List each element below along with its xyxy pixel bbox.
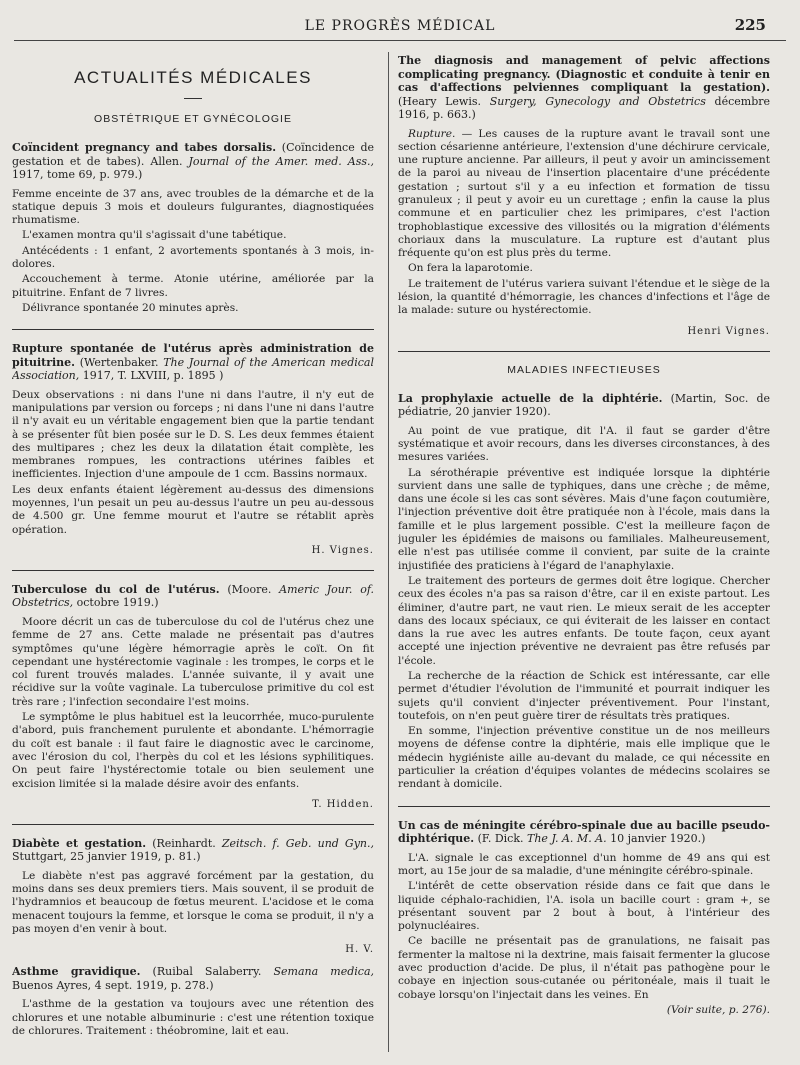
- article-ref: 10 janvier 1920.): [610, 832, 706, 846]
- article-title: Un cas de méningite cérébro-spinale due au bacille pseudo-diphtérique.: [398, 818, 770, 846]
- article-meningite-pseudo-diphterique: [398, 819, 770, 1018]
- paragraph: Antécédents : 1 enfant, 2 avortements spontanés à 3 mois, in-dolores.: [12, 244, 374, 270]
- article-journal: Semana medica,: [273, 965, 374, 979]
- article-source: (Wertenbaker.: [79, 355, 159, 369]
- article-title: Coïncident pregnancy and tabes dorsalis.: [12, 141, 277, 154]
- article-heading: [12, 342, 374, 383]
- article-tuberculose-col: [12, 583, 374, 810]
- article-separator: [12, 329, 374, 330]
- article-journal: The Journal of the American medical Association,: [12, 355, 374, 383]
- continued-note: [398, 1004, 770, 1017]
- article-journal: Journal of the Amer. med. Ass.,: [188, 154, 374, 168]
- article-title: Tuberculose du col de l'utérus.: [12, 582, 220, 596]
- article-separator: [398, 806, 770, 807]
- section-title: ACTUALITÉS MÉDICALES: [74, 68, 312, 87]
- paragraph: Délivrance spontanée 20 minutes après.: [22, 301, 239, 314]
- article-source: (Ruibal Salaberry.: [152, 965, 262, 979]
- article-source: (F. Dick.: [477, 832, 524, 846]
- article-signature: Henri Vignes.: [687, 325, 770, 337]
- article-ref: 1917, tome 69, p. 979.): [12, 168, 143, 181]
- article-title: The diagnosis and management of pelvic affections complicating pregnancy. (Diagnostic et conduite à tenir en cas d'affections pelviennes compliquant la gestation).: [398, 54, 770, 94]
- running-title: LE PROGRÈS MÉDICAL: [304, 18, 496, 34]
- article-coincident-pregnancy: [12, 141, 374, 315]
- left-column: [12, 54, 374, 1054]
- article-separator: [12, 824, 374, 825]
- paragraph: La sérothérapie préventive est indiquée lorsque la diphtérie survient dans une salle de typhiques, dans une crèche ; de même, dans une école si les cas sont sévères. Mais d'une façon coutumière, l'injection préventive doit être pratiquée non à l'école, mais dans la famille et le plus largement possible. C'est la meilleure façon de juguler les épidémies de maisons ou familiales. Malheureusement, elle n'est pas utilisée comme il convient, par suite de la crainte injustifiée des praticiens à l'égard de l'anaphylaxie.: [398, 466, 770, 572]
- header-rule: [14, 40, 786, 41]
- paragraph: Le traitement de l'utérus variera suivant l'étendue et le siège de la lésion, la quantité d'hémorragie, les chances d'infections et l'âge de la malade: suture ou hystérectomie.: [398, 277, 770, 317]
- article-heading: [398, 392, 770, 419]
- article-ref: octobre 1919.): [76, 596, 159, 610]
- article-heading: [398, 819, 770, 846]
- article-heading: [12, 141, 374, 182]
- article-ref: Buenos Ayres, 4 sept. 1919, p. 278.): [12, 978, 214, 992]
- paragraph: Ce bacille ne présentait pas de granulations, ne faisait pas fermenter la maltose ni la dextrine, mais faisait fermenter la glucose avec production d'acide. De plus, il n'était pas pathogène pour le cobaye en injection sous-cutanée ou péritonéale, mais il tuait le cobaye lorsqu'on l'injectait dans les veines. En: [398, 935, 770, 1001]
- page-number: 225: [734, 16, 766, 34]
- article-journal: Surgery, Gynecology and Obstetrics: [489, 94, 706, 108]
- paragraph: Moore décrit un cas de tuberculose du col de l'utérus chez une femme de 27 ans. Cette malade ne présentait pas d'autres symptômes qu'une légère hémorragie après le coït. On fit cependant une hystérectomie vaginale : les trompes, le corps et le col furent trouvés malades. L'année suivante, il y avait une récidive sur la voûte vaginale. La tuberculose primitive du col est très rare ; l'infection secondaire l'est moins.: [12, 615, 374, 708]
- article-signature: H. Vignes.: [311, 544, 374, 556]
- paragraph: [398, 128, 770, 261]
- article-rupture-pituitrine: [12, 342, 374, 556]
- paragraph: La recherche de la réaction de Schick est intéressante, car elle permet d'étudier l'évolution de l'immunité et pourrait indiquer les sujets qu'il convient d'injecter préventivement. Pour l'instant, toutefois, on n'en peut guère tirer de résultats très pratiques.: [398, 670, 770, 722]
- article-signature: T. Hidden.: [312, 798, 374, 810]
- article-title: La prophylaxie actuelle de la diphtérie.: [398, 391, 663, 405]
- continued-text: (Voir suite, p. 276).: [666, 1003, 770, 1016]
- title-rule: [184, 98, 202, 99]
- paragraph: Accouchement à terme. Atonie utérine, améliorée par la pituitrine. Enfant de 7 livres.: [12, 273, 374, 299]
- article-asthme-gravidique: [12, 965, 374, 1038]
- column-divider: [388, 52, 389, 1052]
- paragraph: Deux observations : ni dans l'une ni dans l'autre, il n'y eut de manipulations par version ou forceps ; ni dans l'une ni dans l'autre il n'y avait eu un véritable engagement bien que la partie tendant à se présenter fût bien posée sur le D. S. Les deux femmes étaient des multipares ; chez les deux la dilatation était complète, les membranes rompues, les contractions utérines faibles et inefficientes. Injection d'une ampoule de 1 ccm. Bassins normaux.: [12, 388, 374, 481]
- paragraph: L'asthme de la gestation va toujours avec une rétention des chlorures et une notable albuminurie : c'est une rétention toxique de chlorures. Traitement : théobromine, lait et eau.: [12, 998, 374, 1037]
- article-diabete-gestation: [12, 837, 374, 955]
- paragraph-text: — Les causes de la rupture avant le travail sont une section césarienne antérieure, l'extension d'une déchirure cervicale, une rupture ancienne. Par ailleurs, il peut y avoir un amincissement de la paroi au niveau de l'insertion placentaire d'une précédente gestation ; surtout s'il y a eu infection et formation de tissu granuleux ; il peut y avoir eu un curettage ; enfin la cause la plus commune et en particulier chez les primipares, c'est l'action trophoblastique excessive des villosités ou la migration d'éléments choriaux dans la musculature. La rupture est d'autant plus fréquente qu'on est plus près du terme.: [398, 127, 770, 260]
- article-title: Asthme gravidique.: [12, 965, 141, 979]
- paragraph: Femme enceinte de 37 ans, avec troubles de la démarche et de la statique depuis 3 mois et douleurs fulgurantes, diagnostiquées rhumatisme.: [12, 187, 374, 227]
- article-journal: The J. A. M. A.: [527, 832, 607, 846]
- article-heading: [12, 837, 374, 864]
- article-ref: Stuttgart, 25 janvier 1919, p. 81.): [12, 850, 201, 864]
- paragraph: En somme, l'injection préventive constitue un de nos meilleurs moyens de défense contre la diphtérie, mais elle implique que le médecin hygiéniste aille au-devant du malade, ce qui nécessite en particulier la création d'équipes volantes de médecins scolaires se rendant à domicile.: [398, 725, 770, 791]
- subsection-heading: MALADIES INFECTIEUSES: [507, 363, 661, 376]
- article-journal: Zeitsch. f. Geb. und Gyn.,: [221, 836, 374, 850]
- article-pelvic-affections: [398, 54, 770, 337]
- article-source: (Coïncidence de gestation et de tabes). Allen.: [12, 141, 374, 168]
- article-title: Rupture spontanée de l'utérus après administration de pituitrine.: [12, 342, 374, 369]
- paragraph: Les deux enfants étaient légèrement au-dessus des dimensions moyennes, l'un pesait un peu au-dessus l'autre un peu au-dessous de 4.500 gr. Une femme mourut et l'autre se rétablit après opération.: [12, 483, 374, 536]
- paragraph: Le diabète n'est pas aggravé forcément par la gestation, du moins dans ses deux premiers tiers. Mais souvent, il se produit de l'hydramnios et beaucoup de fœtus meurent. L'acidose et le coma menacent toujours la femme, et lorsque le coma se produit, il n'y a pas moyen d'en venir à bout.: [12, 869, 374, 935]
- article-ref: 1917, T. LXVIII, p. 1895 ): [82, 369, 224, 383]
- paragraph: Au point de vue pratique, dit l'A. il faut se garder d'être systématique et avoir recours, dans les diverses circonstances, à des mesures variées.: [398, 424, 770, 464]
- paragraph: L'examen montra qu'il s'agissait d'une tabétique.: [22, 229, 287, 242]
- article-ref: décembre 1916, p. 663.): [398, 94, 770, 121]
- article-heading: [398, 54, 770, 122]
- page-header: [0, 14, 800, 40]
- paragraph: On fera la laparotomie.: [408, 262, 533, 275]
- right-column: [398, 54, 770, 1054]
- paragraph: Le symptôme le plus habituel est la leucorrhée, muco-purulente d'abord, puis franchement purulente et abondante. L'hémorragie du coït est banale : il faut faire le diagnostic avec le carcinome, avec l'érosion du col, l'herpès du col et les lésions syphilitiques. On peut faire l'hystérectomie totale ou bien seulement une excision limitée si la malade désire avoir des enfants.: [12, 711, 374, 790]
- lead-word: Rupture.: [408, 127, 456, 140]
- article-separator: [398, 351, 770, 352]
- subsection-heading: OBSTÉTRIQUE ET GYNÉCOLOGIE: [94, 113, 292, 125]
- article-source: (Moore.: [227, 582, 272, 596]
- article-heading: [12, 583, 374, 610]
- paragraph: L'A. signale le cas exceptionnel d'un homme de 49 ans qui est mort, au 15e jour de sa maladie, d'une méningite cérébro-spinale.: [398, 851, 770, 877]
- article-prophylaxie-diphterie: [398, 392, 770, 792]
- article-signature: H. V.: [345, 944, 374, 956]
- article-source: (Martin, Soc. de pédiatrie, 20 janvier 1920).: [398, 391, 770, 419]
- article-separator: [12, 570, 374, 571]
- article-title: Diabète et gestation.: [12, 836, 147, 850]
- article-journal: Americ Jour. of. Obstetrics,: [12, 582, 374, 610]
- article-source: (Heary Lewis.: [398, 94, 482, 108]
- article-heading: [12, 965, 374, 992]
- paragraph: L'intérêt de cette observation réside dans ce fait que dans le liquide céphalo-rachidien, l'A. isola un bacille court : gram +, se présentant souvent par 2 bout à bout, à l'intérieur des polynucléaires.: [398, 880, 770, 933]
- article-source: (Reinhardt.: [152, 836, 216, 850]
- paragraph: Le traitement des porteurs de germes doit être logique. Chercher ceux des écoles n'a pas sa raison d'être, car il en existe partout. Les éliminer, d'autre part, ne vaut rien. Le mieux serait de les accepter dans des locaux spéciaux, ce qui éviterait de les laisser en contact dans la rue avec les autres enfants. De toute façon, ceux ayant accepté une injection préventive ne devraient pas être refusés par l'école.: [398, 574, 770, 667]
